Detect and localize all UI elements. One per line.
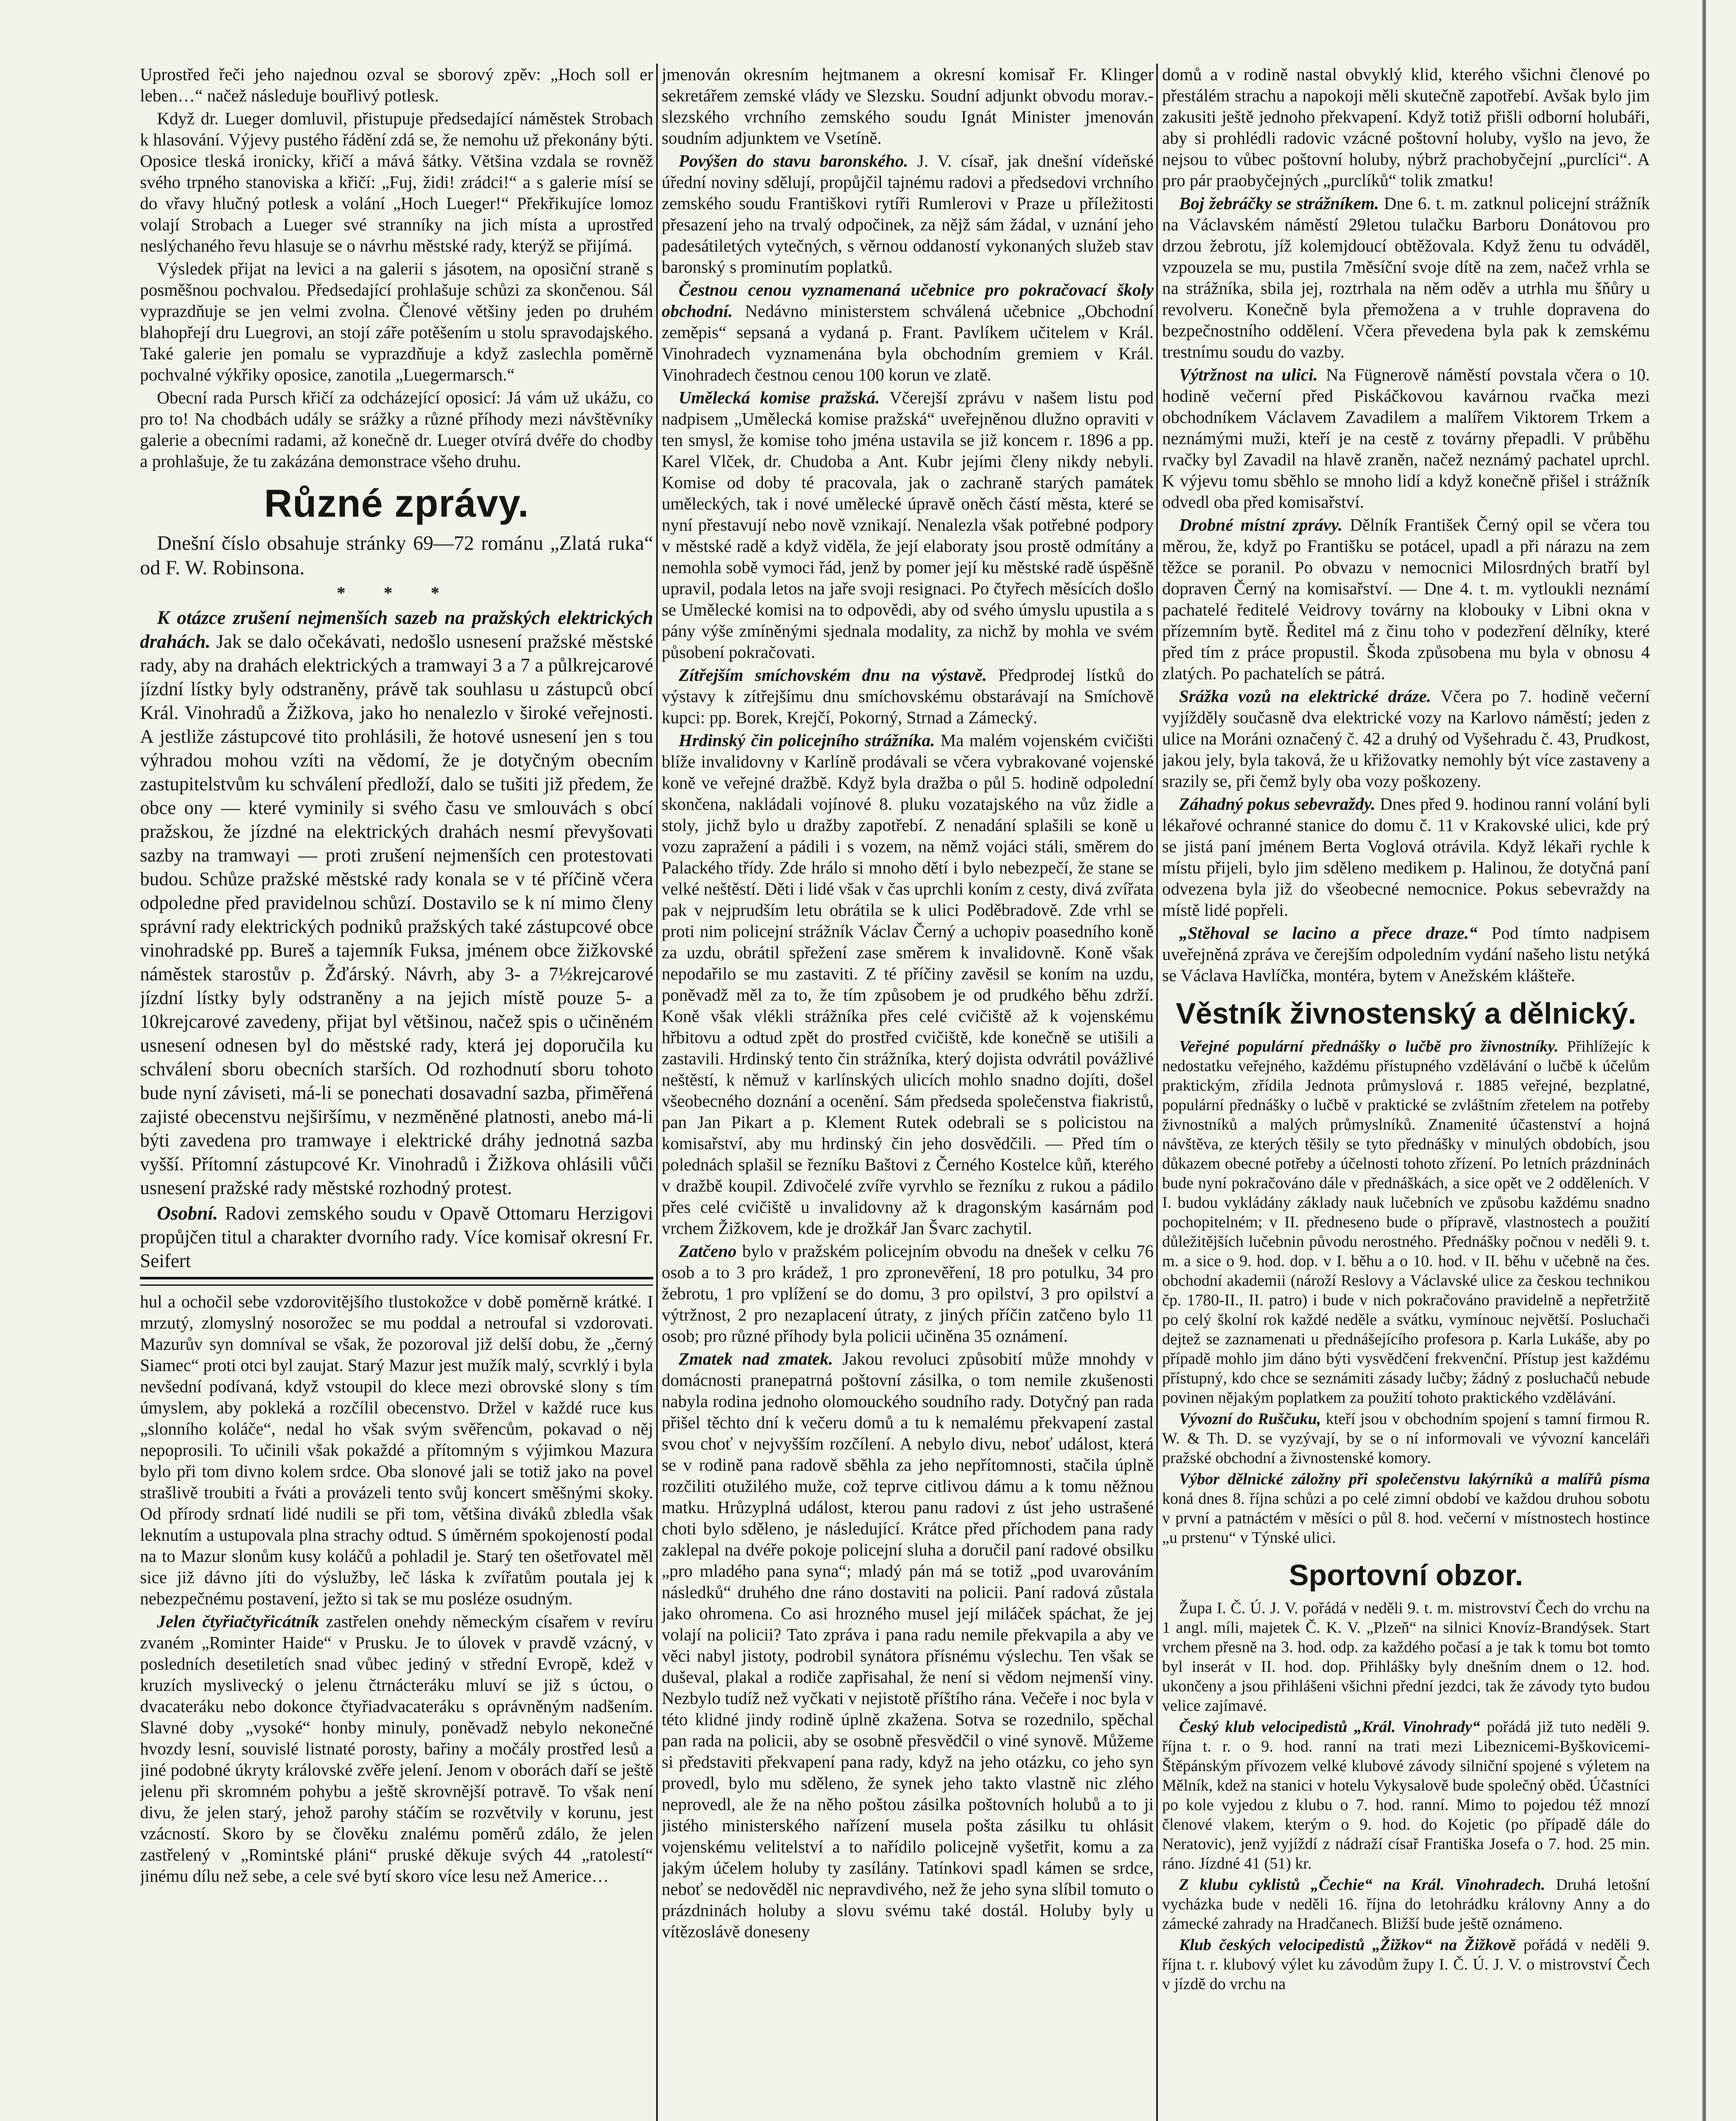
- headline-osobni: Osobní.: [157, 1203, 218, 1224]
- text-klub-zizkov: pořádá v neděli 9. října t. r. klubový výlet ku závodům župy I. Č. Ú. J. V. o mistrovství Čech v jízdě do vrchu na: [1162, 1936, 1650, 1993]
- article-cesky-klub: [1162, 1717, 1650, 1873]
- column-3: [1162, 64, 1650, 2121]
- text-zateceno: bylo v pražském policejním obvodu na dnešek v celku 76 osob a to 3 pro krádež, 1 pro zpronevěření, 18 pro potulku, 34 pro žebrotu, 1 pro vplížení se do domu, 3 pro opilství, 3 pro opilství a výtržnost, 2 pro nezaplacení útraty, z jiných příčin zatčeno bylo 11 osob; pro různé příhody byla policii učiněna 35 oznámení.: [662, 1241, 1154, 1346]
- newspaper-page: [140, 64, 1650, 2121]
- text-vyvoz: kteří jsou v obchodním spojení s tamní firmou R. W. & Th. D. se vyzývají, by se o ní informovali ve vývozní kanceláři pražské obchodní a živnostenské komory.: [1162, 1410, 1650, 1467]
- headline-boj: Boj žebráčky se strážníkem.: [1179, 193, 1379, 213]
- article-sazby: [140, 606, 653, 1200]
- headline-sazby: K otázce zrušení nejmenších sazeb na pražských elektrických drahách.: [140, 607, 653, 652]
- headline-z-klubu: Z klubu cyklistů „Čechie“ na Král. Vinohradech.: [1179, 1876, 1546, 1894]
- section-title-vestnik: Věstník živnostenský a dělnický.: [1176, 997, 1636, 1030]
- headline-cesky-klub: Český klub velocipedistů „Král. Vinohrady“: [1179, 1718, 1480, 1736]
- headline-umelecka: Umělecká komise pražská.: [679, 388, 880, 407]
- feuilleton-divider-thin: [140, 1284, 653, 1286]
- text-z-klubu: Druhá letošní vycházka bude v neděli 16. října do letohrádku královny Anny a do zámecké zahrady na Hradčanech. Bližší bude ještě oznámeno.: [1162, 1876, 1650, 1933]
- text-boj: Dne 6. t. m. zatknul policejní strážník na Václavském náměstí 29letou tulačku Barboru Donátovou pro drzou žebrotu, jíž kolemjdoucí obtěžovala. Když ženu tu odváděl, vzpouzela se mu, pustila 7měsíční svoje dítě na zem, načež vrhla se na strážníka, sbila jej, roztrhala na něm oděv a utrhla mu šňůry u revolveru. Konečně byla přemožena a v truhle dopravena do bezpečnostního oddělení. Včera převedena byla pak k zemskému trestnímu soudu do vazby.: [1162, 193, 1650, 361]
- article-srazka: [1162, 686, 1650, 792]
- text-drobne: Dělník František Černý opil se včera tou měrou, že, když po Františku se potácel, upadl a při nárazu na zem těžce se poranil. Po obvazu v nemocnici Milosrdných bratří byl dopraven Černý na komisařství. — Dne 4. t. m. vytloukli neznámí pachatelé ředitelé Veidrovy továrny na klobouky v Libni okna v přízemním bytě. Ředitel má z činu toho v podezření dělníky, které před tím z práce propustil. Škoda způsobena mu byla v obnosu 4 zlatých. Po pachatelích se pátrá.: [1162, 515, 1650, 683]
- headline-zitrejsim: Zítřejším smíchovském dnu na výstavě.: [679, 665, 987, 685]
- article-hrdinsky: [662, 730, 1154, 1239]
- romance-notice: Dnešní číslo obsahuje stránky 69—72 románu „Zlatá ruka“ od F. W. Robinsona.: [140, 532, 653, 579]
- page-edge: [1702, 0, 1706, 2121]
- paragraph-applause: Uprostřed řeči jeho najednou ozval se sborový zpěv: „Hoch soll er leben…“ načež následuje bouřlivý potlesk.: [140, 64, 653, 105]
- headline-jelen: Jelen čtyřiačtyřicátník: [157, 1612, 319, 1631]
- headline-cestnou: Čestnou cenou vyznamenaná učebnice pro pokračovací školy obchodní.: [662, 280, 1154, 321]
- text-hrdinsky: Ma malém vojenském cvičišti blíže invalidovny v Karlíně prodávali se včera vybrakované vojenské koně ve veřejné dražbě. Když byla dražba o půl 5. hodině odpolední skončena, nakládali vojínové 8. pluku vozatajského na vůz židle a stoly, jichž bylo u dražby zapotřebí. Z nenadání splašili se koně u vozu zapražení a pádili i s vozem, na němž vojáci stáli, směrem do Palackého třídy. Zde hrálo si mnoho dětí i bylo nebezpečí, že stane se velké neštěstí. Děti i lidé však v čas uprchli koním z cesty, divá zvířata pak v nejprudším letu obrátila se k ulici Poděbradově. Zde vrhl se proti nim policejní strážník Václav Černý a uchopiv poasedního koně za uzdu, obrátil spřežení zase směrem k invalidovně. Koně však nepodařilo se mu zastaviti. Z té příčiny zavěsil se koním na uzdu, poněvadž měl za to, že tím způsobem je od prudkého běhu zdrží. Koně však vlékli strážníka přes celé cvičiště až k vojenskému hřbitovu a odtud zpět do prostřed cvičiště, kde konečně se utišili a zastavili. Hrdinský tento čin strážníka, který dojista odvrátil povážlivé neštěstí, k němuž v karlínských ulicích mohlo snadno dojíti, došel všeobecného doznání a ocenění. Sám předseda společenstva fiakristů, pan Jan Pikart a p. Klement Rutek odebrali se s policistou na komisařství, aby mu hrdinský čin jeho dosvědčili. — Před tím o polednách splašil se řezníku Baštovi z Černého Kostelce kůň, kterého v dražbě koupil. Zdivočelé zvíře vyrvhlo se řezníku z rukou a pádilo přes celé cvičiště u invalidovny až k dragonským kasárnám pod vrchem Žižkovem, kde je drožkář Jan Švarc zachytil.: [662, 730, 1154, 1238]
- article-umelecka: [662, 387, 1154, 663]
- article-baron: [662, 150, 1154, 277]
- text-zmatek: Jakou revoluci způsobití může mnohdy v domácnosti pranepatrná poštovní zásilka, o tom nemile zkušenosti nabyla rodina jednoho olomouckého soudního rady. Dotyčný pan rada přišel těchto dní k večeru domů a tu k nemalému překvapení zastal svou choť v nejvyšším rozčílení. A nebylo divu, neboť událost, která se v rodině pana radově sběhla za jeho nepřítomnosti, stačila úplně rozčiliti otužilého muže, což teprve citlivou dámu a k tomu něžnou matku. Hrůzyplná událost, kterou panu radovi z úst jeho ustrašené choti bylo sděleno, je následující. Krátce před příchodem pana rady zaklepal na dvéře pokoje policejní sluha a doručil paní radové obsilku „pro mladého pana syna“; mladý pán má se totiž „pod uvarováním následků“ druhého dne ráno dostaviti na policii. Paní radová zůstala jako ohromena. Co asi hrozného musel její miláček spáchat, že jej volají na policii? Tato zpráva i pana radu nemile překvapila a aby ve věci nabyl jistoty, podrobil synátora přísnému výslechu. Ten však se duševal, plakal a rodiče zapřisahal, že není si vědom nejmenší viny. Nezbylo tudíž než vyčkati v nejistotě příštího rána. Večeře i noc byla v této klidné jindy rodině úplně zkažena. Sotva se rozednilo, spěchal pan rada na policii, aby se osobně přesvědčil o viné synově. Můžeme si představiti překvapení pana rady, když na jeho otázku, co jeho syn provedl, bylo mu sděleno, že synek jeho takto vlastně nic zlého neprovedl, ale že na něho poštou zásilka poštovních holubů a to ji jistého ministerského nařízení musela pošta zásilku tu ohlásit vojenskému velitelství a to nařídilo policejně vyšetřit, komu a za jakým účelem holuby ty zasílány. Tatínkovi spadl kámen se srdce, neboť se nedověděl nic nepravdivého, než že jeho syna slíbil tomuto o prázdninách holuby a slovu svému také dostál. Holuby byly u vítězoslávě doneseny: [662, 1349, 1154, 1941]
- article-zmatek: [662, 1348, 1154, 1942]
- headline-vyvoz: Vývozní do Ruščuku,: [1179, 1410, 1321, 1428]
- text-baron: J. V. císař, jak dnešní vídeňské úřední noviny sdělují, propůjčil tajnému radovi a předsedovi vrchního zemského soudu Františkovi rytíři Rumlerovi v Praze u příležitosti přesazení jeho na trvalý odpočinek, za nějž sám žádal, v uznání jeho padesátiletých vytečných, s věrnou oddaností vykonaných služeb stav baronský s prominutím poplatků.: [662, 151, 1154, 277]
- headline-hrdinsky: Hrdinský čin policejního strážníka.: [679, 730, 935, 750]
- article-zateceno: [662, 1240, 1154, 1346]
- text-vytrznost: Na Fügnerově náměstí povstala včera o 10. hodině večerní před Piskáčkovou kavárnou rvačka mezi obchodníkem Václavem Zavadilem a malířem Viktorem Trkem a neznámými muži, kteří je na cestě z továrny přepadli. V průběhu rvačky byl Zavadil na hlavě zraněn, načež neznámý pachatel uprchl. K výjevu tomu sběhlo se mnoho lidí a když konečně přišel i strážník odvedl oba před komisařství.: [1162, 365, 1650, 512]
- text-stehoval: Pod tímto nadpisem uveřejněná zpráva ve čerejším odpoledním vydání našeho listu netýká se Václava Havlíčka, montéra, bytem v Anežském klášteře.: [1162, 923, 1650, 985]
- section-title-ruzne-zpravy: Různé zprávy.: [264, 482, 529, 525]
- text-jelen: zastřelen onehdy německým císařem v revíru zvaném „Rominter Haide“ v Prusku. Je to úlovek v pravdě vzácný, v posledních desetiletích snad vůbec jediný v střední Evropě, kdež v kruzích myslivecký o jelenu čtrnácteráku mluví se již s úctou, o dvacateráku nebo dokonce čtyřiadvacateráku s oprávněným nadšením. Slavné doby „vysoké“ honby minuly, poněvadž nebylo nekonečné hvozdy lesní, souvislé listnaté porosty, bařiny a močály prostřed lesů a jiné podobné úkryty královské zvěře jelení. Jenom v oborách daří se ještě jelenu při skromném pohybu a ještě skrovnější potravě. To však není divu, že jelen starý, jehož parohy stáčím se rozvětvily v korunu, jest vzácností. Skoro by se člověku znalému poměrů zdálo, že jelen zastřelený v „Romintské pláni“ pruské děkuje svých 44 „ratolestí“ jinému dílu než sebe, a cele své bytí skoro více lesu než Americe…: [140, 1612, 653, 1886]
- article-vybor: [1162, 1469, 1650, 1547]
- headline-zmatek: Zmatek nad zmatek.: [679, 1349, 833, 1368]
- article-stehoval: [1162, 922, 1650, 986]
- article-zahadny: [1162, 793, 1650, 921]
- paragraph-vote: Když dr. Lueger domluvil, přistupuje předsedající náměstek Strobach k hlasování. Výjevy pustého řádění zdá se, že nemohu už překonány býti. Oposice tleská ironicky, křičí a mává šátky. Většina vzdala se rovněž svého trpného stanoviska a křičí: „Fuj, židi! zrádci!“ a s galerie mísí se do vřavy hlučný potlesk a volání „Hoch Lueger!“ Překřikujíce lomoz volají Strobach a Lueger své stranníky na jich místa a uprostřed neslýchaného řevu hlasuje se o návrhu městské rady, kterýž se přijímá.: [140, 109, 653, 255]
- text-cesky-klub: pořádá již tuto neděli 9. října t. r. o 9. hod. ranní na trati mezi Libeznicemi-Byškovicemi-Štěpánským přívozem velké klubové závody silniční spojené s výletem na Mělník, kdež na stanici v hotelu Vykysalově bude společný oběd. Účastníci po kole vyjedou z klubu o 7. hod. ranní. Mimo to pojedou též mnozí členové vlakem, kterým o 9. hod. do Kojetic (po případě dále do Neratovic), jenž vyjíždí z nádraží císař Františka Josefa o 7. hod. 25 min. ráno. Jízdné 41 (51) kr.: [1162, 1718, 1650, 1872]
- paragraph-pursch: Obecní rada Pursch křičí za odcházející oposicí: Já vám už ukážu, co pro to! Na chodbách udály se srážky a různé příhody mezi návštěvníky galerie a obecními radami, až konečně dr. Lueger otvírá dvéře do chodby a prohlašuje, že tu zakázána demonstrace všeho druhu.: [140, 388, 653, 471]
- text-vybor: koná dnes 8. října schůzi a po celé zimní období ve každou druhou sobotu v první a patnáctém v měsíci o půl 8. hod. večerní v místnostech hostince „u prstenu“ v Týnské ulici.: [1162, 1490, 1650, 1547]
- article-klub-zizkov: [1162, 1935, 1650, 1994]
- article-cestnou: [662, 279, 1154, 385]
- article-prednasky: [1162, 1037, 1650, 1407]
- headline-vybor: Výbor dělnické záložny při společenstvu lakýrníků a malířů písma: [1179, 1470, 1650, 1488]
- separator-stars: * * *: [337, 583, 456, 602]
- text-umelecka: Včerejší zprávu v našem listu pod nadpisem „Umělecká komise pražská“ uveřejněnou dlužno opraviti v ten smysl, že komise toho jména ustavila se již koncem r. 1896 a pp. Karel Vlček, dr. Chudoba a Ant. Kubr jejími členy nikdy nebyli. Komise od doby té pracovala, jak o zachraně starých památek uměleckých, tak i nové umělecké úpravě oněch částí města, které se nyní přestavují nebo nově vznikají. Nenalezla však potřebné podpory v městské radě a když viděla, že její elaboraty jsou prostě odmítány a nemohla sobě vymoci řád, jenž by pomer její ku městské radě úspěšně upravil, podala letos na jaře svoji resignaci. Po čtyřech měsících došlo se Umělecké komisi na to odpovědi, aby od svého úmyslu upustila a s pány výše zmíněnými sjednala modality, za nichž by mohla ve svém působení pokračovati.: [662, 388, 1154, 662]
- column-1: [140, 64, 653, 2121]
- headline-prednasky: Veřejné populární přednášky o lučbě pro živnostníky.: [1179, 1038, 1559, 1055]
- headline-stehoval: „Stěhoval se lacino a přece draze.“: [1179, 923, 1478, 943]
- article-osobni: [140, 1201, 653, 1273]
- headline-baron: Povýšen do stavu baronského.: [679, 151, 909, 171]
- feuilleton-text: hul a ochočil sebe vzdorovitějšího tlustokožce v době poměrně krátké. I mrzutý, zlomyslný nosorožec se mu poddal a netroufal si vzdorovati. Mazurův syn domníval se však, že pozoroval již delší dobu, že „černý Siamec“ proti otci byl zaujat. Starý Mazur jest mužík malý, scvrklý i byla nevšední podívaná, když vstoupil do klece mezi obrovské slony s tím úmyslem, aby pokleká a rozčílil obecenstvo. Držel v každé ruce kus „slonního koláče“, nedal ho však svým svěřencům, pokavad o něj nepoprosili. To učinili však pokaždé a přítomným s výjimkou Mazura bylo při tom divno kolem srdce. Oba slonové jali se totiž jako na povel strašlivě troubiti a řváti a provázeli tento svůj koncert směšnými skoky. Od přírody srdnatí lidé nudili se při tom, většina diváků zbledla však leknutím a ustupovala plna strachy odtud. S úměrném spokojeností podal na to Mazur slonům kusy koláčů a pohladil je. Starý ten ošetřovatel měl sice již dávno jíti do výslužby, leč láska k zvířatům poutala jej k nebezpečnému postavení, ježto si tak se mu posléze osudným.: [140, 1292, 653, 1608]
- article-jelen: [140, 1611, 653, 1886]
- article-zitrejsim: [662, 664, 1154, 728]
- article-z-klubu: [1162, 1875, 1650, 1934]
- article-boj: [1162, 193, 1650, 362]
- headline-drobne: Drobné místní zprávy.: [1179, 515, 1343, 534]
- column-2: [662, 64, 1154, 2121]
- article-drobne: [1162, 514, 1650, 684]
- text-zitrejsim: Předprodej lístků do výstavy k zítřejšímu dnu smíchovskému obstarávají na Smíchově kupci: pp. Borek, Krejčí, Pokorný, Strnad a Zámecký.: [662, 665, 1154, 727]
- headline-zateceno: Zatčeno: [679, 1241, 737, 1261]
- article-vytrznost: [1162, 364, 1650, 512]
- article-vyvoz: [1162, 1409, 1650, 1468]
- text-cestnou: Nedávno ministerstem schválená učebnice „Obchodní zeměpis“ sepsaná a vydaná p. Frant. Pavlíkem učitelem v Král. Vinohradech vyznamenána byla obchodním gremiem v Král. Vinohradech čestnou cenou 100 korun ve zlatě.: [662, 301, 1154, 384]
- section-title-sportovni-obzor: Sportovní obzor.: [1289, 1559, 1524, 1592]
- article-zupa: Župa I. Č. Ú. J. V. pořádá v neděli 9. t. m. mistrovství Čech do vrchu na 1 angl. míli, majetek Č. K. V. „Plzeň“ na silnici Knovíz-Brandýsek. Start vrchem přesně na 3. hod. odp. za každého počasí a je tak k tomu bot tomto byl inserát v II. hod. dop. Přihlášky byly dnešním dnem o 12. hod. ukončeny a jsou přihlášeni všichni přední jezdci, tak že závody tyto budou velice zajímavé.: [1162, 1599, 1650, 1715]
- text-sazby: Jak se dalo očekávati, nedošlo usnesení pražské městské rady, aby na drahách elektrických a tramwayi 3 a 7 a půlkrejcarové jízdní lístky byly odstraněny, právě tak souhlasu u zástupců obcí Král. Vinohradů a Žižkova, jako ho nenalezlo v široké veřejnosti. A jestliže zástupcové tito prohlásili, že hotové usnesení jen s tou výhradou mohou vzíti na vědomí, že je dotyčným obecním zastupitelstvům ku schválení předloží, dalo se tušiti již předem, že obce ony — které vyminily si svého času ve smlouvách s obcí pražskou, že jízdné na elektrických drahách nesmí převyšovati sazby na tramwayi — proti zrušení nejmenších cen protestovati budou. Schůze pražské městské rady konala se v té příčině včera odpoledne před pravidelnou schůzí. Dostavilo se k ní mimo členy správní rady elektrických podniků pražských také zástupcové obce vinohradské pp. Bureš a tajemník Fuksa, jménem obce žižkovské náměstek starostův p. Žďárský. Návrh, aby 3- a 7½krejcarové jízdní lístky byly odstraněny a na jejich místě pouze 5- a 10krejcarové zavedeny, přijat byl většinou, načež spis o učiněném usnesení odnesen byl do městské rady, která jej doporučila ku schválení sboru obecních starších. Od rozhodnutí sboru tohoto bude nyní záviseti, má-li se ponechati dosavadní sazba, přiměřená zajisté obecenstvu nejširšímu, v nezměněné platnosti, anebo má-li býti zavedena pro tramwaye i elektrické dráhy jednotná sazba vyšší. Přítomní zástupcové Kr. Vinohradů i Žižkova ohlásili vůči usnesení pražské rady městské rozhodný protest.: [140, 631, 653, 1198]
- text-srazka: Včera po 7. hodině večerní vyjížděly současně dva elektrické vozy na Karlovo náměstí; jeden z ulice na Moráni označený č. 42 a druhý od Vyšehradu č. 43, Prudkost, jakou jely, byla taková, že u křižovatky nemohly být více zastaveny a srazily se, při čemž byly oba vozy poškozeny.: [1162, 686, 1650, 791]
- text-osobni: Radovi zemského soudu v Opavě Ottomaru Herzigovi propůjčen titul a charakter dvorního rady. Více komisař okresní Fr. Seifert: [140, 1203, 653, 1271]
- paragraph-result: Výsledek přijat na levici a na galerii s jásotem, na oposiční straně s posměšnou pochvalou. Předsedající prohlašuje schůzi za skončenou. Sál vyprazdňuje se jen velmi zvolna. Členové většiny jeden po druhém blahopřejí dru Luegrovi, an stojí záře potěšením u stolu spravodajského. Také galerie jen pomalu se vyprazdňuje a když zaslechla poměrně pochvalné výkřiky oposice, zanotila „Luegermarsch.“: [140, 259, 653, 384]
- paragraph-appointments: jmenován okresním hejtmanem a okresní komisař Fr. Klinger sekretářem zemské vlády ve Slezsku. Soudní adjunkt obvodu morav.-slezského vrchního zemského soudu Ignát Minister jmenován soudním adjunktem ve Vsetíně.: [662, 64, 1154, 148]
- paragraph-pigeons: domů a v rodině nastal obvyklý klid, kterého všichni členové po přestálém strachu a napokoji měli skutečně zapotřebí. Avšak bylo jim zakusiti ještě jednoho překvapení. Když totiž přišli odborní holubáři, aby si prohlédli radovic vzácné poštovní holuby, vyšlo na jevo, že nejsou to vůbec poštovní holuby, nýbrž prachobyčejní „purclíci“. A pro pár praobyčejných „purclíků“ tolik zmatku!: [1162, 64, 1650, 190]
- feuilleton-divider: [140, 1277, 653, 1279]
- headline-vytrznost: Výtržnost na ulici.: [1179, 365, 1318, 384]
- text-zahadny: Dnes před 9. hodinou ranní volání byli lékařové ochranné stanice do domu č. 11 v Krakovské ulici, kde prý se jistá paní jménem Berta Voglová otrávila. Když lékaři rychle k místu přijeli, bylo jim sděleno medikem p. Halinou, že dotyčná paní odvezena byla již do všeobecné nemocnice. Pokus sebevraždy na místě lidé popřeli.: [1162, 794, 1650, 920]
- text-prednasky: Přihlížejíc k nedostatku veřejného, každému přístupného vzdělávání o lučbě k účelům praktickým, zřídila Jednota průmyslová r. 1885 veřejné, bezplatné, populární přednášky o lučbě v praktické se zvláštním zřetelem na potřeby živnostníků a malých průmyslníků. Znamenité účastenství a hojná návštěva, ze kterých těšily se tyto přednášky v minulých obdobích, jsou důkazem obecné potřeby a účelnosti tohoto zřízení. Po letních prázdninách bude nyní pokračováno dále v přednáškách, a sice opět ve 2 odděleních. V I. budou vykládány základy nauk lučebních ve způsobu každému snadno pochopitelném; v II. předneseno bude o přípravě, vlastnostech a použití důležitějších lučebnin původu nerostného. Přednášky počnou v neděli 9. t. m. a sice o 9. hod. dop. v I. běhu a o 10. hod. v II. běhu v učebně na čes. obchodní akademii (nároží Reslovy a Václavské ulice za českou technikou čp. 1780-II., II. patro) i bude v nich pokračováno pravidelně a nepřetržitě po celý školní rok každé neděle a svátku, vymínouc největší. Posluchači dejtež se zaznamenati u přednášejícího profesora p. Karla Lukáše, aby po případě mohlo jim dáno býti vysvědčení frekvenční. Přístup jest každému přístupný, kdo chce se seznámiti zásady lučby; žádný z posluchačů nebude povinen nějakým poplatkem za použití tohoto praktického vzdělávání.: [1162, 1038, 1650, 1407]
- headline-zahadny: Záhadný pokus sebevraždy.: [1179, 794, 1375, 814]
- headline-srazka: Srážka vozů na elektrické dráze.: [1179, 686, 1431, 706]
- headline-klub-zizkov: Klub českých velocipedistů „Žižkov“ na Žižkově: [1179, 1936, 1516, 1954]
